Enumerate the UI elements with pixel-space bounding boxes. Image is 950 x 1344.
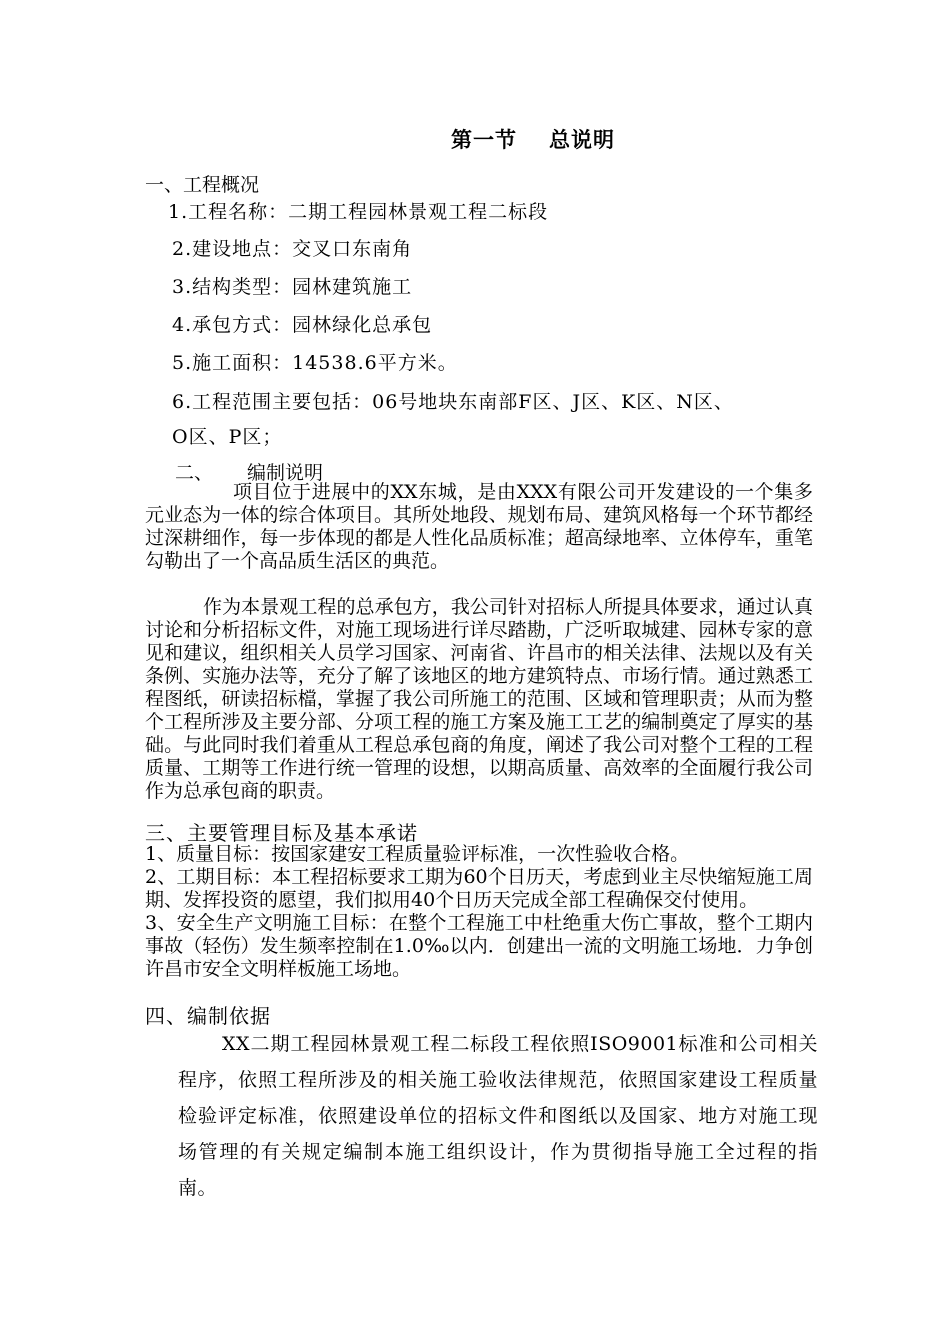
goal-quality: 1、质量目标：按国家建安工程质量验评标准，一次性验收合格。 — [145, 843, 690, 865]
overview-item-project-name: 1.工程名称：二期工程园林景观工程二标段 — [168, 201, 549, 223]
overview-item-contract-method: 4.承包方式：园林绿化总承包 — [172, 314, 433, 336]
section-heading-compilation-text: 编制说明 — [247, 462, 324, 484]
section-heading-compilation-number: 二、 — [175, 462, 214, 484]
goal-safety: 3、安全生产文明施工目标：在整个工程施工中杜绝重大伤亡事故，整个工期内事故（轻伤）发生频率控制在1.0‰以内．创建出一流的文明施工场地．力争创许昌市安全文明样板施工场地。 — [145, 912, 813, 980]
section-heading-overview: 一、工程概况 — [145, 174, 260, 196]
goal-schedule: 2、工期目标：本工程招标要求工期为60个日历天，考虑到业主尽快缩短施工周期、发挥投资的愿望，我们拟用40个日历天完成全部工程确保交付使用。 — [145, 866, 813, 911]
title-section-name: 总说明 — [549, 127, 615, 152]
overview-item-area: 5.施工面积：14538.6平方米。 — [172, 352, 458, 374]
overview-item-location: 2.建设地点：交叉口东南角 — [172, 238, 413, 260]
compilation-paragraph-2: 作为本景观工程的总承包方，我公司针对招标人所提具体要求，通过认真讨论和分析招标文件，对施工现场进行详尽踏勘，广泛听取城建、园林专家的意见和建议，组织相关人员学习国家、河南省、许昌市的相关法律、法规以及有关条例、实施办法等，充分了解了该地区的地方建筑特点、市场行情。通过熟悉工程图纸，研读招标檔，掌握了我公司所施工的范围、区域和管理职责；从而为整个工程所涉及主要分部、分项工程的施工方案及施工工艺的编制奠定了厚实的基础。与此同时我们着重从工程总承包商的角度，阐述了我公司对整个工程的工程质量、工期等工作进行统一管理的设想，以期高质量、高效率的全面履行我公司作为总承包商的职责。 — [145, 596, 813, 802]
compilation-paragraph-1: 项目位于进展中的XX东城，是由XXX有限公司开发建设的一个集多元业态为一体的综合体项目。其所处地段、规划布局、建筑风格每一个环节都经过深耕细作，每一步体现的都是人性化品质标准；超高绿地率、立体停车，重笔勾勒出了一个高品质生活区的典范。 — [145, 481, 813, 572]
goals-list — [145, 843, 813, 981]
page-title — [0, 124, 950, 154]
overview-item-structure-type: 3.结构类型：园林建筑施工 — [172, 276, 413, 298]
overview-item-scope-continued: O区、P区； — [172, 426, 283, 448]
section-heading-basis: 四、编制依据 — [145, 1004, 271, 1028]
section-heading-goals: 三、主要管理目标及基本承诺 — [145, 821, 418, 845]
overview-item-scope: 6.工程范围主要包括：06号地块东南部F区、J区、K区、N区、 — [172, 391, 734, 413]
basis-paragraph: XX二期工程园林景观工程二标段工程依照ISO9001标准和公司相关程序，依照工程所涉及的相关施工验收法律规范，依照国家建设工程质量检验评定标准，依照建设单位的招标文件和图纸以及国家、地方对施工现场管理的有关规定编制本施工组织设计，作为贯彻指导施工全过程的指南。 — [178, 1033, 818, 1199]
title-section-number: 第一节 — [451, 127, 517, 152]
